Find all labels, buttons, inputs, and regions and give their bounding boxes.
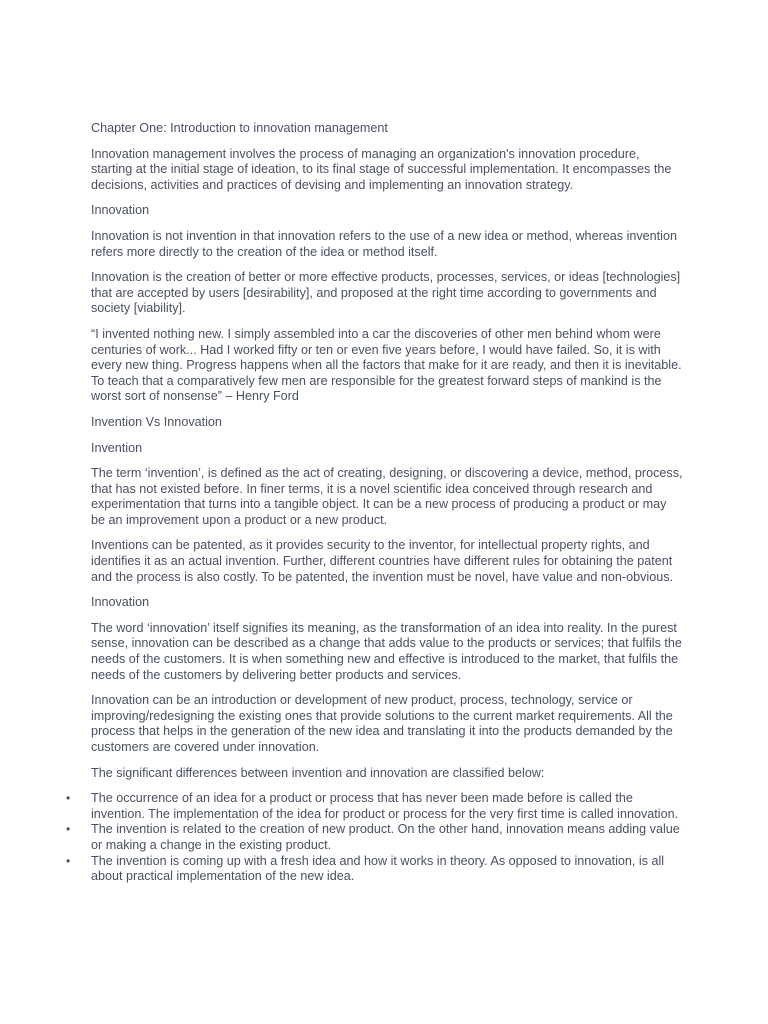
differences-list: [66, 791, 683, 885]
intro-paragraph: Innovation management involves the process of managing an organization's innovation procedure, starting at the initial stage of ideation, to its final stage of successful implementation. It encompasses the decisions, activities and practices of devising and implementing an innovation strategy.: [91, 146, 672, 192]
document-page: [66, 121, 683, 885]
innovation-paragraph-2: Innovation is the creation of better or more effective products, processes, services, or ideas [technologies] that are accepted by users [desirability], and proposed at the right time according to governments and society [viability].: [91, 270, 681, 316]
henry-ford-quote: “I invented nothing new. I simply assembled into a car the discoveries of other men behind whom were centuries of work... Had I worked fifty or ten or even five years before, I would have failed. So, it is with every new thing. Progress happens when all the factors that make for it are ready, and then it is inevitable. To teach that a comparatively few men are responsible for the greatest forward steps of mankind is the worst sort of nonsense” – Henry Ford: [91, 326, 682, 404]
section-heading-innovation: Innovation: [91, 203, 150, 218]
invention-paragraph-2: Inventions can be patented, as it provides security to the inventor, for intellectual property rights, and identifies it as an actual invention. Further, different countries have different rules for obtaining the patent and the process is also costly. To be patented, the invention must be novel, have value and non-obvious.: [91, 538, 674, 584]
list-item: [66, 853, 683, 885]
invention-paragraph-1: The term ‘invention’, is defined as the act of creating, designing, or discovering a device, method, process, that has not existed before. In finer terms, it is a novel scientific idea conceived through research and experimentation that turns into a tangible object. It can be a new process of producing a product or may be an improvement upon a product or a new product.: [91, 466, 683, 527]
innovation-paragraph-1: Innovation is not invention in that innovation refers to the use of a new idea or method, whereas invention refers more directly to the creation of the idea or method itself.: [91, 228, 677, 259]
section-heading-invention-vs-innovation: Invention Vs Innovation: [91, 414, 222, 429]
list-item-text: The invention is coming up with a fresh idea and how it works in theory. As opposed to innovation, is all about practical implementation of the new idea.: [91, 853, 665, 884]
section-heading-invention: Invention: [91, 440, 143, 455]
bullet-icon: •: [66, 822, 71, 837]
innovation2-paragraph-1: The word ‘innovation’ itself signifies its meaning, as the transformation of an idea into reality. In the purest sense, innovation can be described as a change that adds value to the products or services; that fulfils the needs of the customers. It is when something new and effective is introduced to the market, that fulfils the needs of the customers by delivering better products and services.: [91, 620, 682, 682]
differences-intro: The significant differences between invention and innovation are classified below:: [91, 765, 545, 780]
list-item-text: The invention is related to the creation of new product. On the other hand, innovation means adding value or making a change in the existing product.: [91, 822, 680, 852]
innovation2-paragraph-2: Innovation can be an introduction or development of new product, process, technology, service or improving/redesigning the existing ones that provide solutions to the current market requirements. All the process that helps in the generation of the new idea and translating it into the products demanded by the customers are covered under innovation.: [91, 693, 673, 754]
list-item: [66, 791, 683, 822]
section-heading-innovation-2: Innovation: [91, 595, 150, 610]
bullet-icon: •: [66, 791, 71, 806]
list-item: [66, 822, 683, 853]
bullet-icon: •: [66, 853, 71, 868]
list-item-text: The occurrence of an idea for a product or process that has never been made before is called the invention. The implementation of the idea for product or process for the very first time is called innovation.: [91, 791, 679, 821]
chapter-title: Chapter One: Introduction to innovation management: [91, 121, 388, 135]
